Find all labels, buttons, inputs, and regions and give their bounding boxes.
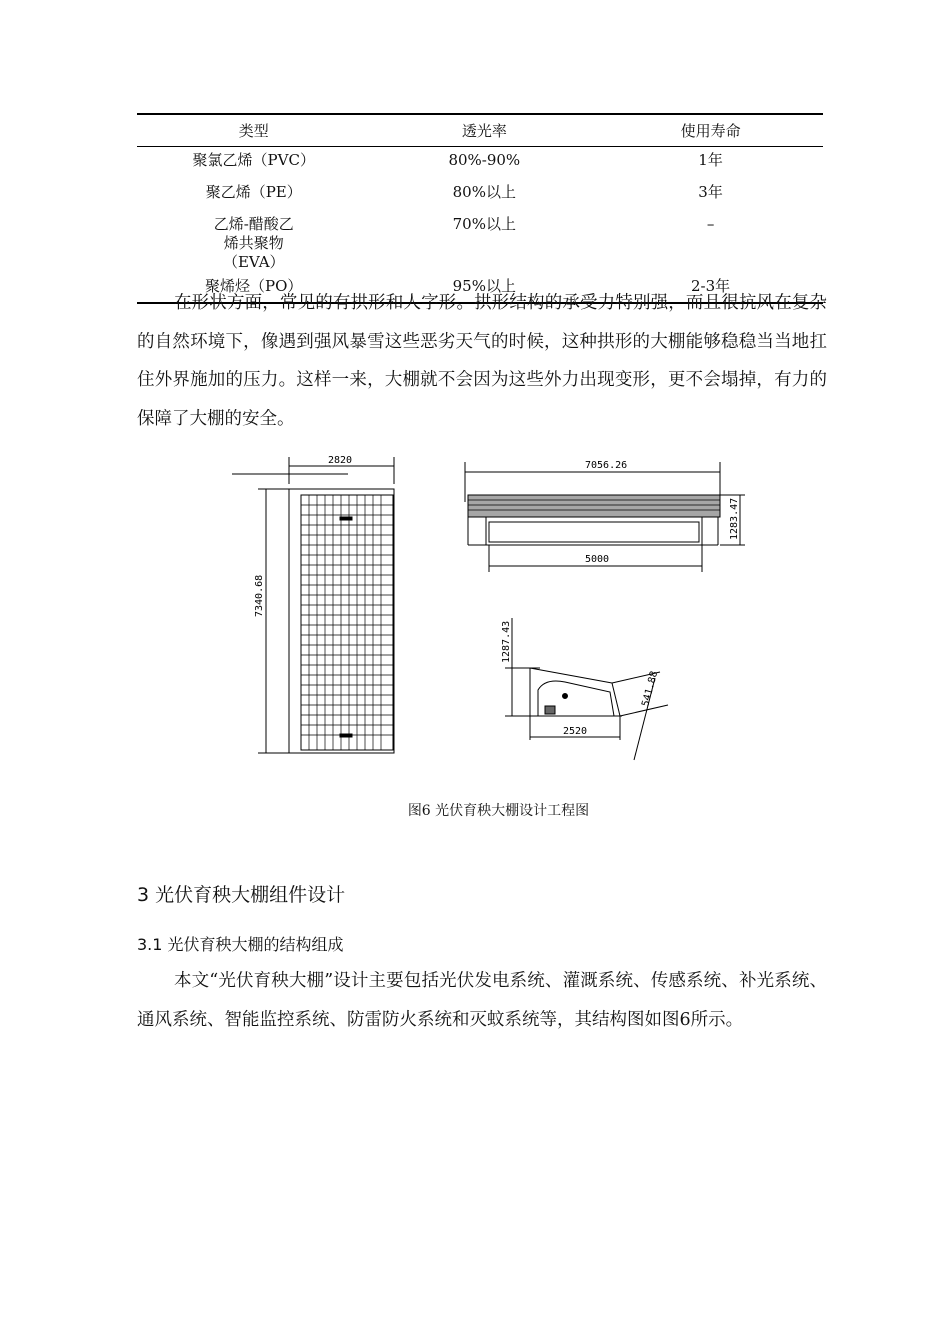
dim-top-width: 2820: [328, 455, 353, 466]
table-cell: 95%以上: [371, 273, 599, 303]
front-view: [465, 460, 745, 572]
table-cell: 70%以上: [452, 215, 516, 233]
dim-side-slant: 541.88: [640, 670, 661, 708]
table-cell: 80%以上: [452, 183, 516, 201]
table-cell: 乙烯-醋酸乙烯共聚物（EVA）: [213, 215, 294, 271]
side-view: [501, 618, 668, 760]
table-cell: 聚烯烃（PO）: [137, 273, 371, 303]
plan-view: [232, 455, 394, 753]
table-header-transmittance: 透光率: [371, 114, 599, 147]
section-heading: 3 光伏育秧大棚组件设计: [137, 884, 346, 906]
dim-left-height: 7340.68: [254, 574, 265, 617]
dim-side-height: 1287.43: [501, 620, 512, 663]
table-header-type: 类型: [137, 114, 371, 147]
table-cell: 2-3年: [598, 273, 823, 303]
subsection-heading: 3.1 光伏育秧大棚的结构组成: [137, 935, 344, 954]
table-cell: 聚氯乙烯（PVC）: [192, 151, 315, 169]
paragraph-shape: 在形状方面，常见的有拱形和人字形。拱形结构的承受力特别强，而且很抗风在复杂的自然环境下，像遇到强风暴雪这些恶劣天气的时候，这种拱形的大棚能够稳稳当当地扛住外界施加的压力。这样一来，大棚就不会因为这些外力出现变形，更不会塌掉，有力的保障了大棚的安全。: [137, 293, 827, 429]
table-cell: 聚乙烯（PE）: [205, 183, 302, 201]
dim-front-inner: 5000: [585, 554, 610, 565]
table-cell: 3年: [698, 183, 723, 201]
dim-front-height: 1283.47: [729, 497, 740, 540]
table-cell: 1年: [698, 151, 723, 169]
dim-front-width: 7056.26: [585, 460, 628, 471]
table-cell: 80%-90%: [448, 151, 521, 169]
dim-side-width: 2520: [563, 726, 588, 737]
table-cell: –: [706, 215, 715, 233]
table-header-lifespan: 使用寿命: [598, 114, 823, 147]
figure-caption: 图6 光伏育秧大棚设计工程图: [407, 803, 590, 819]
paragraph-structure: 本文“光伏育秧大棚”设计主要包括光伏发电系统、灌溉系统、传感系统、补光系统、通风系统、智能监控系统、防雷防火系统和灭蚊系统等，其结构图如图6所示。: [137, 971, 827, 1030]
